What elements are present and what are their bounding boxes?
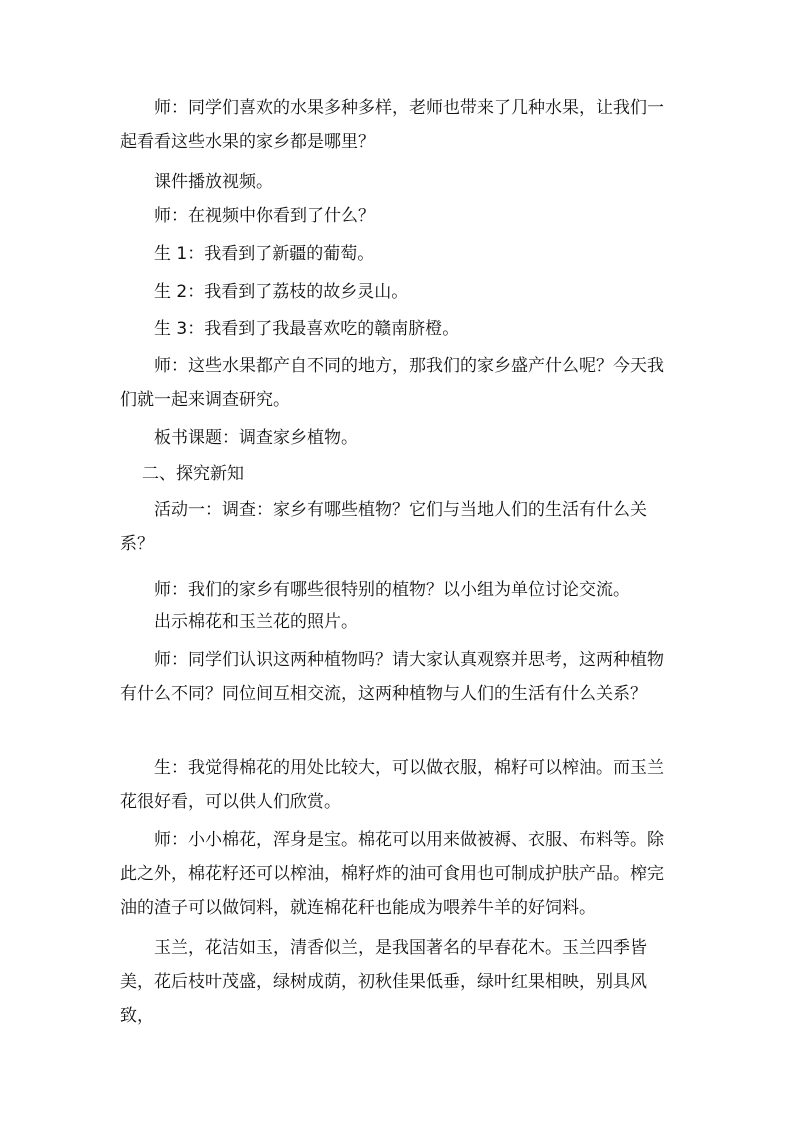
paragraph-student-2: 生 2：我看到了荔枝的故乡灵山。 [154, 282, 409, 302]
paragraph-teacher-fruits: 师：同学们喜欢的水果多种多样，老师也带来了几种水果，让我们一起看看这些水果的家乡都是哪里？ [120, 98, 664, 152]
paragraph-teacher-hometown: 师：这些水果都产自不同的地方，那我们的家乡盛产什么呢？今天我们就一起来调查研究。 [120, 356, 664, 410]
paragraph-board-title: 板书课题：调查家乡植物。 [154, 428, 358, 448]
paragraph-student-1: 生 1：我看到了新疆的葡萄。 [154, 244, 375, 264]
paragraph-activity-one: 活动一：调查：家乡有哪些植物？它们与当地人们的生活有什么关系？ [120, 500, 647, 554]
section-heading: 二、探究新知 [142, 464, 244, 484]
paragraph-teacher-compare: 师：同学们认识这两种植物吗？请大家认真观察并思考，这两种植物有什么不同？同位间互相交流，这两种植物与人们的生活有什么关系？ [120, 650, 664, 704]
paragraph-student-3: 生 3：我看到了我最喜欢吃的赣南脐橙。 [154, 319, 460, 339]
paragraph-show-photos: 出示棉花和玉兰花的照片。 [154, 612, 358, 632]
paragraph-student-answer: 生：我觉得棉花的用处比较大，可以做衣服，棉籽可以榨油。而玉兰花很好看，可以供人们欣赏。 [120, 758, 664, 812]
paragraph-magnolia: 玉兰，花洁如玉，清香似兰，是我国著名的早春花木。玉兰四季皆美，花后枝叶茂盛，绿树成荫，初秋佳果低垂，绿叶红果相映，别具风致， [120, 938, 647, 1026]
paragraph-play-video: 课件播放视频。 [154, 172, 273, 192]
paragraph-teacher-cotton: 师：小小棉花，浑身是宝。棉花可以用来做被褥、衣服、布料等。除此之外，棉花籽还可以榨油，棉籽炸的油可食用也可制成护肤产品。榨完油的渣子可以做饲料，就连棉花秆也能成为喂养牛羊的好饲料。 [120, 830, 664, 918]
paragraph-teacher-question: 师：在视频中你看到了什么？ [154, 206, 375, 226]
paragraph-teacher-special-plants: 师：我们的家乡有哪些很特别的植物？以小组为单位讨论交流。 [154, 580, 630, 600]
